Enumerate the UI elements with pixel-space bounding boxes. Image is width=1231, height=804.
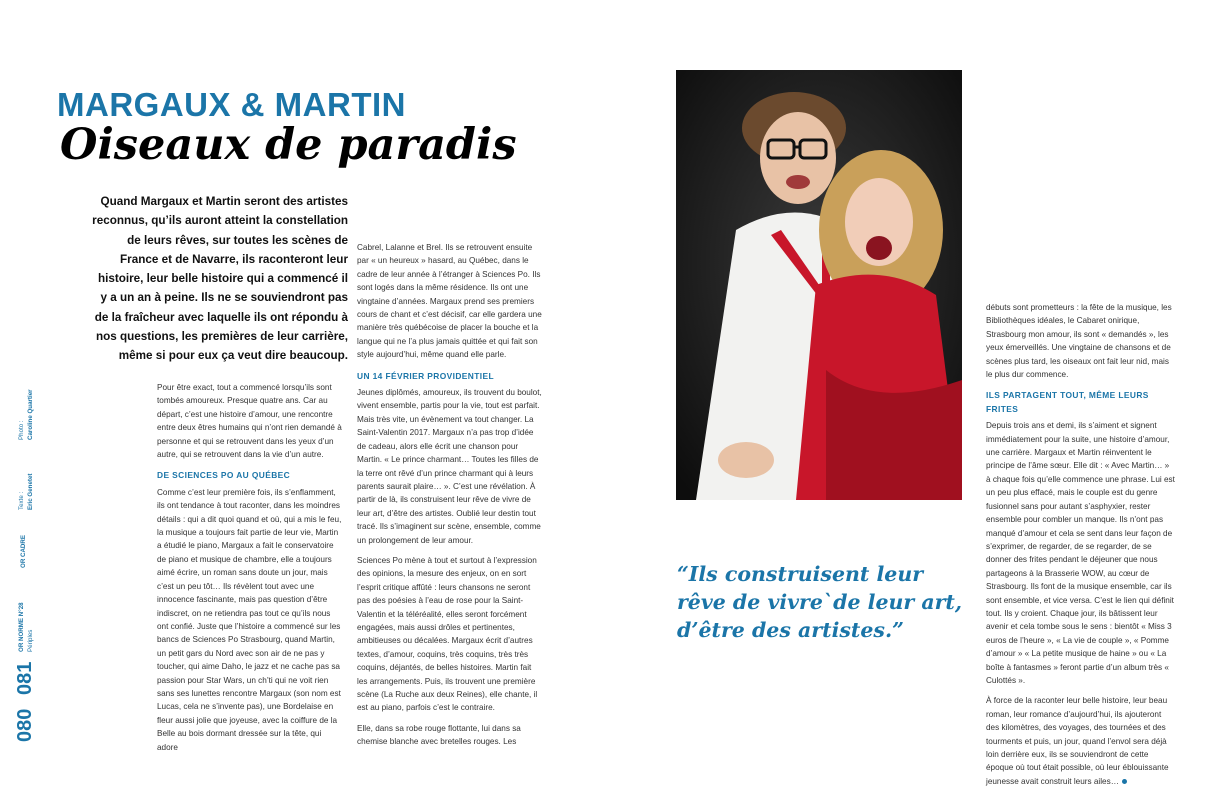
section-heading-quebec: DE SCIENCES PO AU QUÉBEC	[157, 470, 291, 481]
column-2-top: Cabrel, Lalanne et Brel. Ils se retrouvent ensuite par « un heureux » hasard, au Québec, dans le cadre de leur année à l’étranger à Sciences Po. Ils sont logés dans la même résidence. Ils ont une vingtaine d’années. Margaux prend ses premiers cours de chant et c’est décisif, car elle gardera une manière très québécoise de placer la bouche et la langue qui ne l’a plus jamais quittée et qui fait son style aujourd’hui, même quand elle parle.	[357, 243, 542, 360]
article-column-2	[357, 241, 544, 749]
issue-sub-label: Périples	[27, 629, 34, 652]
issue-label: OR NORME N°28	[18, 602, 25, 652]
pull-quote: “Ils construisent leur rêve de vivre`de leur art, d’être des artistes.”	[677, 562, 963, 642]
section-heading-frites: ILS PARTAGENT TOUT, MÊME LEURS FRITES	[986, 390, 1149, 414]
column-1-body: Comme c’est leur première fois, ils s’enflamment, ils ont tendance à tout raconter, dans les moindres détails : qui a dit quoi quand et où, qui a mis le feu, la musique a toujours fait partie de leur vie, Martin a étudié le piano, Margaux a fait le conservatoire de piano et musique de chambre, elle a toujours aimé écrire, un roman sans doute un jour, mais c’est un peu tôt… Ils révèlent tout avec une innocence fascinante, mais pas question d’être indiscret, on ne retiendra pas tout ce qu’ils nous ont confié. Juste que l’histoire a commencé sur les bancs de Sciences Po Strasbourg, quand Martin, un petit gars du Nord avec son air de ne pas y toucher, qui aime Daho, le jazz et ne cache pas sa passion pour Star Wars, un ch’ti qui ne voit rien sans ses lunettes rencontre Margaux (son nom est Lucas, cela ne s’invente pas), une Bordelaise en fleur aussi jolie que joyeuse, avec la coiffure de la Belle au bois dormant dressée sur la tête, qui adore	[157, 487, 342, 752]
text-credit-name: Eric Genetet	[27, 473, 34, 510]
column-1-intro: Pour être exact, tout a commencé lorsqu’ils sont tombés amoureux. Presque quatre ans. Car au départ, c’est une histoire d’amour, une rencontre entre deux êtres humains qui n’ont rien demandé à personne et qui se retrouvent dans les yeux d’un autre, qui se retrouvent dans la vie d’un autre.	[157, 383, 342, 460]
column-2-body-1: Jeunes diplômés, amoureux, ils trouvent du boulot, vivent ensemble, partis pour la vie, tout est parfait. Mais très vite, un évènement va tout changer. La Saint-Valentin 2017. Margaux n’a pas trop d’idée de cadeau, alors elle écrit une chanson pour Martin. « Le prince charmant… Toutes les filles de la terre ont rêvé d’un prince charmant qui à leurs parents saurait plaire… ». C’est une révélation. À partir de là, ils construisent leur rêve de vivre de leur art, d’être des artistes. Oublié leur destin tout tracé. Ils s’imaginent sur scène, ensemble, comme un prolongement de leur amour.	[357, 388, 542, 545]
couple-photo-illustration	[676, 70, 962, 500]
column-2-body-2: Sciences Po mène à tout et surtout à l’expression des opinions, la mesure des enjeux, on en sort l’esprit critique affûté : leurs chansons ne seront pas des poésies à l’eau de rose pour la Saint-Valentin et la téléréalité, elles seront forcément engagées, mais aussi drôles et pertinentes, ambitieuses ou décalées. Margaux écrit d’autres textes, d’amour, coquins, très coquins, très très coquins, déjantés, de belles histoires. Martin fait les arrangements. Puis, ils trouvent une première scène (La Ruche aux deux Reines), elle chante, il est au piano, parfois c’est le contraire.	[357, 555, 538, 713]
headline-subtitle: Oiseaux de paradis	[60, 120, 517, 170]
article-column-1	[157, 381, 344, 754]
column-3-top: débuts sont prometteurs : la fête de la musique, les Bibliothèques idéales, le Cabaret onirique, Strasbourg mon amour, ils sont « demandés », les yeux émerveillés. Une vingtaine de chansons et de scènes plus tard, les oiseaux ont fait leur nid, mais le plus dur commence.	[986, 303, 1172, 380]
couple-photo	[676, 70, 962, 500]
column-2-body-3: Elle, dans sa robe rouge flottante, lui dans sa chemise blanche avec bretelles rouges. Les	[357, 723, 521, 747]
section-heading-fevrier: UN 14 FÉVRIER PROVIDENTIEL	[357, 370, 494, 381]
text-credit-label: Texte :	[18, 491, 25, 510]
section-label: OR CADRE	[20, 534, 27, 568]
photo-credit-name: Caroline Quartier	[27, 389, 34, 440]
column-3-body-2	[986, 694, 1176, 788]
headline-names: MARGAUX & MARTIN	[57, 86, 406, 123]
article-column-3	[986, 301, 1176, 788]
end-mark-icon	[1122, 779, 1127, 784]
photo-credit-label: Photo :	[18, 420, 25, 440]
column-3-body-1: Depuis trois ans et demi, ils s’aiment et signent immédiatement pour la suite, une histoire d’amour, une carrière. Margaux et Martin réinventent le principe de l’âme sœur. Elle dit : « Avec Martin… » à chaque fois qu’elle commence une phrase. Lui est un peu plus effacé, mais le couple est du genre fusionnel sans pour autant s’asphyxier, rester ensemble pour combler un manque. Ils n’ont pas manqué d’amour et cela se sent dans leur façon de s’exprimer, de regarder, de se regarder, de se donner des frites pendant le déjeuner que nous partageons à la Brasserie WOW, au cœur de Strasbourg. Ils font de la musique ensemble, car ils sont ensemble, et vice versa. C’est le lien qui définit tout. Ils y croient. Chaque jour, ils bâtissent leur avenir et cela tombe sous le sens : bientôt « Miss 3 euros de l’heure », « La vie de couple », « Pomme d’amour » « La petite musique de haine » ou « La boîte à fantasmes » feront partie d’un album très « Culottés ».	[986, 421, 1175, 685]
lead-paragraph: Quand Margaux et Martin seront des artistes reconnus, qu’ils auront atteint la constellation de leurs rêves, sur toutes les scènes de France et de Navarre, ils raconteront leur histoire, leur belle histoire qui a commencé il y a un an à peine. Ils ne se souviendront pas de la fraîcheur avec laquelle ils ont répondu à nos questions, les premières de leur carrière, même si pour eux ça veut dire beaucoup.	[92, 195, 348, 363]
column-3-body-2-text: À force de la raconter leur belle histoire, leur beau roman, leur romance d’aujourd’hui, ils ajouteront des kilomètres, des voyages, des tournées et des tourments et puis, un jour, quand l’envol sera déjà loin derrière eux, ils se souviendront de cette époque où tout était possible, où leur éblouissante jeunesse avait construit leurs ailes…	[986, 696, 1169, 786]
